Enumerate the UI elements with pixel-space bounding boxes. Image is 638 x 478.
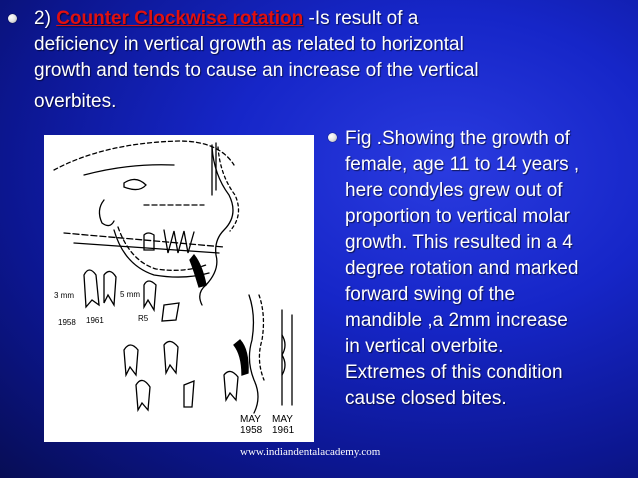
facial-profile-dashed — [218, 147, 239, 231]
label-measure-left: 3 mm — [54, 291, 74, 300]
paragraph-counter-clockwise — [34, 6, 554, 115]
p2-line: proportion to vertical molar — [345, 206, 570, 227]
lower-profile-dashed — [259, 295, 264, 380]
paragraph-figure-caption — [345, 126, 630, 412]
p2-line: forward swing of the — [345, 284, 516, 305]
orbit — [124, 179, 146, 189]
bottom-tooth-5 — [184, 381, 194, 407]
tooth-sketch-4 — [162, 303, 179, 321]
tooth-sketch-3 — [144, 281, 156, 310]
label-year-left-a: 1958 — [58, 318, 76, 327]
p2-line: mandible ,a 2mm increase — [345, 310, 568, 331]
counter-clockwise-link: Counter Clockwise rotation — [56, 8, 304, 29]
p1-line1-rest: -Is result of a — [303, 8, 419, 29]
p2-line: growth. This resulted in a 4 — [345, 232, 573, 253]
label-year-b: 1961 — [272, 425, 295, 436]
p2-line: in vertical overbite. — [345, 336, 504, 357]
item-number: 2) — [34, 8, 51, 29]
bottom-tooth-3 — [136, 380, 150, 410]
label-year-a: 1958 — [240, 425, 263, 436]
bottom-tooth-4 — [224, 371, 238, 400]
bullet-2 — [328, 133, 337, 142]
p2-line: Extremes of this condition — [345, 362, 563, 383]
bottom-tooth-1 — [124, 345, 138, 375]
p2-line: here condyles grew out of — [345, 180, 563, 201]
p1-line3: growth and tends to cause an increase of the vertical — [34, 60, 479, 81]
bullet-1 — [8, 14, 17, 23]
p2-line: Fig .Showing the growth of — [345, 128, 570, 149]
cranial-base — [84, 165, 174, 175]
ear — [99, 200, 114, 226]
label-measure-right: 5 mm — [120, 290, 140, 299]
lower-profile — [249, 295, 258, 413]
footer-website: www.indiandentalacademy.com — [240, 446, 381, 458]
tooth-sketch-2 — [104, 271, 116, 305]
label-mark: R5 — [138, 314, 149, 323]
label-may-a: MAY — [240, 414, 261, 425]
label-may-b: MAY — [272, 414, 293, 425]
p2-line: female, age 11 to 14 years , — [345, 154, 580, 175]
p1-line2: deficiency in vertical growth as related to horizontal — [34, 34, 464, 55]
tracing-drawing — [44, 135, 314, 442]
chin-filled — [190, 255, 206, 287]
p1-line1 — [34, 6, 554, 32]
tooth-sketch-1 — [84, 270, 99, 307]
label-year-left-b: 1961 — [86, 316, 104, 325]
bottom-tooth-2 — [164, 341, 178, 373]
cephalometric-tracing-figure — [44, 135, 314, 442]
p2-line: cause closed bites. — [345, 388, 507, 409]
lip-filled — [234, 340, 248, 375]
p2-line: degree rotation and marked — [345, 258, 579, 279]
p1-line4: overbites. — [34, 91, 117, 112]
occlusal-line — [74, 243, 219, 253]
